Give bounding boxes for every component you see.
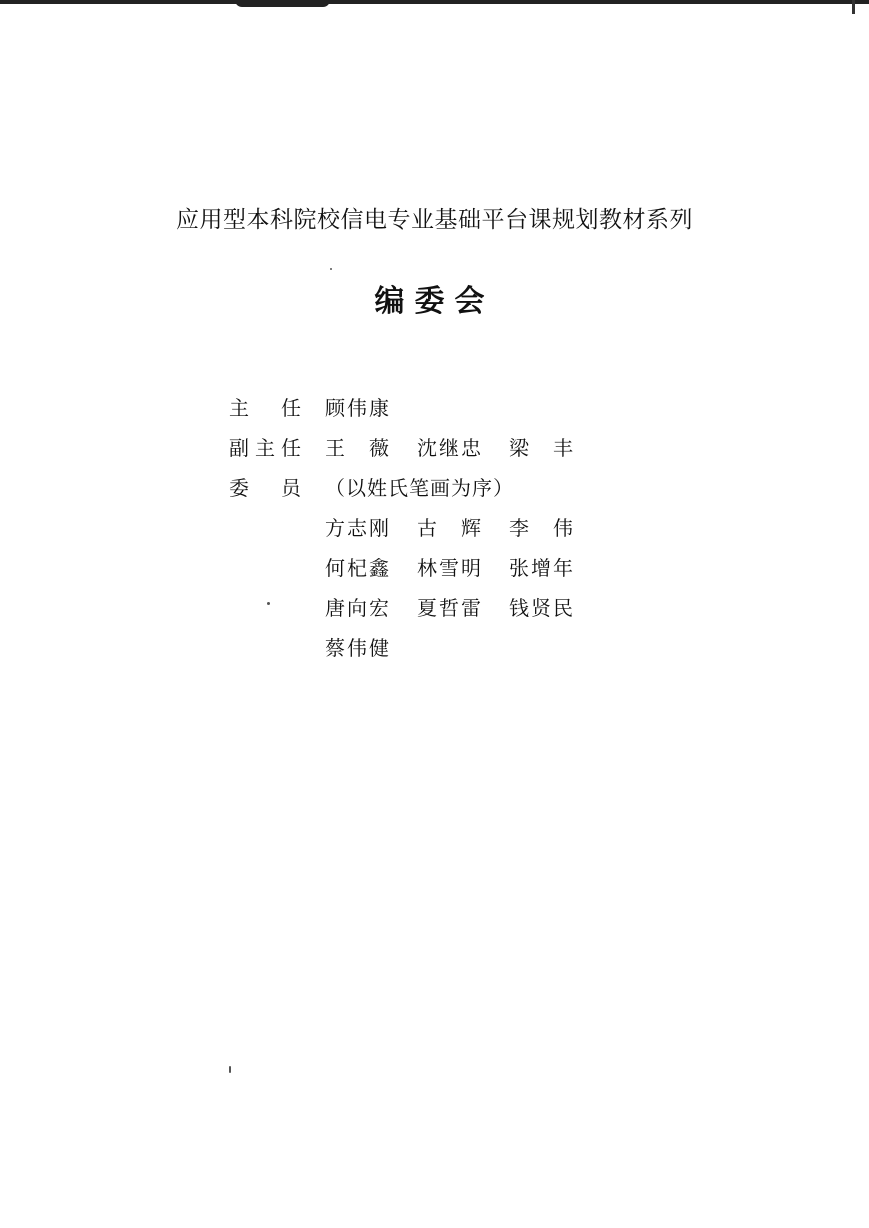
board-title: 编委会 [374,284,495,319]
person-name: 夏哲雷 [417,596,481,620]
person-name: 林雪明 [417,556,481,580]
deputy-director-names [325,432,573,461]
scan-speck [229,1066,231,1073]
person-name: 唐向宏 [325,596,389,620]
person-name: 蔡伟健 [325,636,389,660]
person-name: 李伟 [509,516,573,540]
scan-artifact [235,0,330,7]
person-name: 顾伟康 [325,396,389,420]
series-title: 应用型本科院校信电专业基础平台课规划教材系列 [176,207,693,233]
person-name: 张增年 [509,556,573,580]
members-order-note: （以姓氏笔画为序） [325,476,514,500]
scan-speck [267,602,270,605]
role-label-deputy-director: 副主任 [229,436,301,460]
person-name: 古辉 [417,516,481,540]
person-name: 何杞鑫 [325,556,389,580]
role-label-members: 委员 [229,476,301,500]
scan-edge-top [0,0,869,4]
person-name: 梁丰 [509,436,573,460]
person-name: 王薇 [325,436,389,460]
person-name: 沈继忠 [417,436,481,460]
scan-edge-mark [852,0,855,14]
scan-speck [330,268,332,270]
person-name: 方志刚 [325,516,389,540]
role-label-director: 主任 [229,396,301,420]
director-names [325,392,389,421]
person-name: 钱贤民 [509,596,573,620]
